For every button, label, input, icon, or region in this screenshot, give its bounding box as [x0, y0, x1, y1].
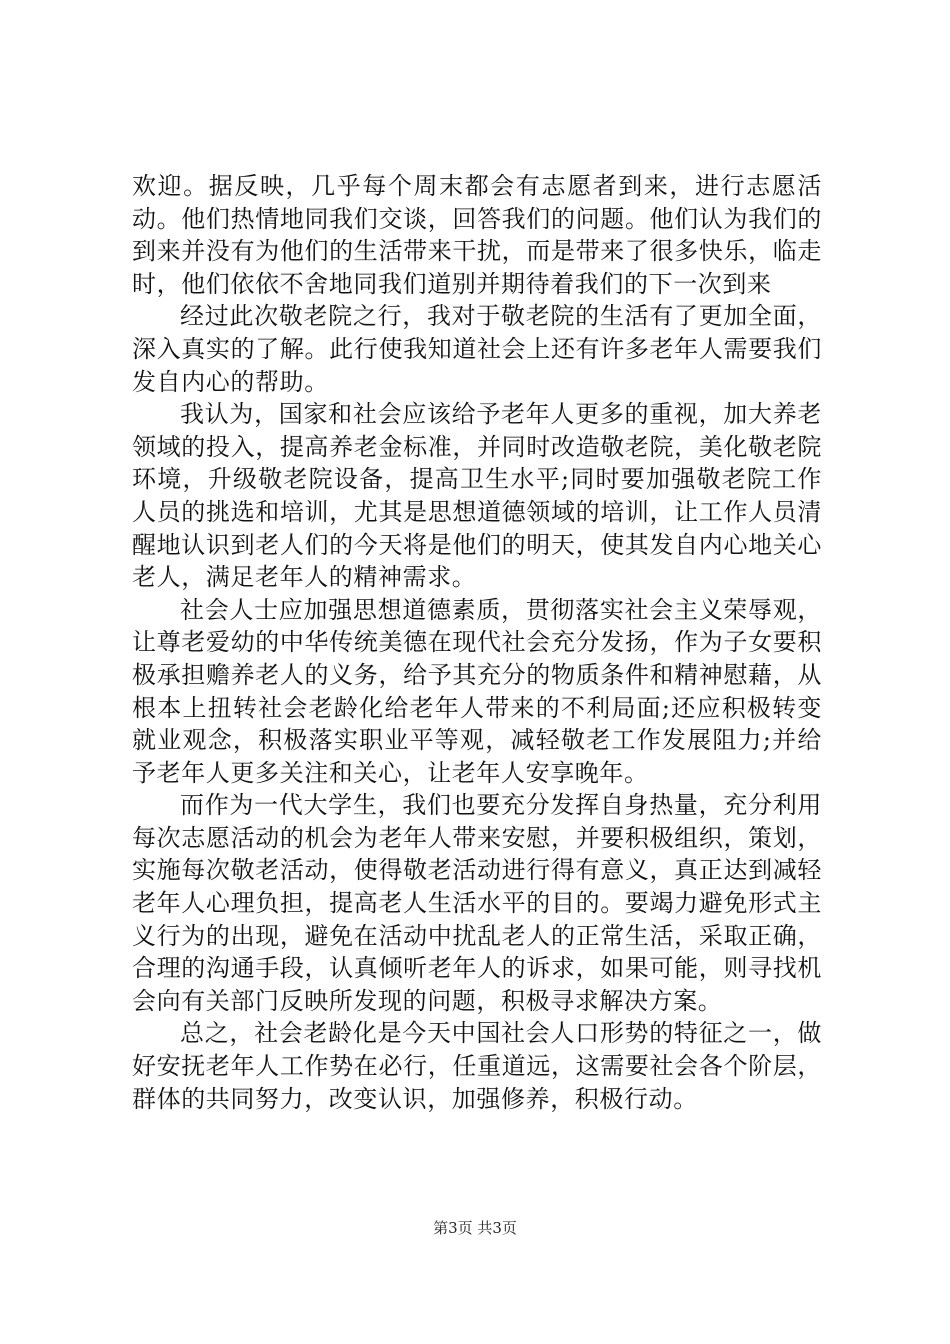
page-number-label: 第3页 共3页	[433, 1219, 517, 1237]
paragraph-1: 欢迎。据反映，几乎每个周末都会有志愿者到来，进行志愿活动。他们热情地同我们交谈，回答我们的问题。他们认为我们的到来并没有为他们的生活带来干扰，而是带来了很多快乐，临走时，他们依依不舍地同我们道别并期待着我们的下一次到来	[132, 172, 822, 298]
paragraph-5: 而作为一代大学生，我们也要充分发挥自身热量，充分利用每次志愿活动的机会为老年人带来安慰，并要积极组织，策划，实施每次敬老活动，使得敬老活动进行得有意义，真正达到减轻老年人心理负担，提高老人生活水平的目的。要竭力避免形式主义行为的出现，避免在活动中扰乱老人的正常生活，采取正确，合理的沟通手段，认真倾听老年人的诉求，如果可能，则寻找机会向有关部门反映所发现的问题，积极寻求解决方案。	[132, 791, 822, 1015]
page-footer	[0, 1218, 950, 1238]
paragraph-6: 总之，社会老龄化是今天中国社会人口形势的特征之一，做好安抚老年人工作势在必行，任重道远，这需要社会各个阶层，群体的共同努力，改变认识，加强修养，积极行动。	[132, 1019, 822, 1113]
paragraph-2: 经过此次敬老院之行，我对于敬老院的生活有了更加全面，深入真实的了解。此行使我知道社会上还有许多老年人需要我们发自内心的帮助。	[132, 302, 822, 396]
paragraph-3: 我认为，国家和社会应该给予老年人更多的重视，加大养老领域的投入，提高养老金标准，并同时改造敬老院，美化敬老院环境，升级敬老院设备，提高卫生水平;同时要加强敬老院工作人员的挑选和培训，尤其是思想道德领域的培训，让工作人员清醒地认识到老人们的今天将是他们的明天，使其发自内心地关心老人，满足老年人的精神需求。	[132, 400, 822, 592]
paragraph-4: 社会人士应加强思想道德素质，贯彻落实社会主义荣辱观，让尊老爱幼的中华传统美德在现代社会充分发扬，作为子女要积极承担赡养老人的义务，给予其充分的物质条件和精神慰藉，从根本上扭转社会老龄化给老年人带来的不利局面;还应积极转变就业观念，积极落实职业平等观，减轻敬老工作发展阻力;并给予老年人更多关注和关心，让老年人安享晚年。	[132, 595, 822, 787]
document-body	[132, 170, 822, 1115]
